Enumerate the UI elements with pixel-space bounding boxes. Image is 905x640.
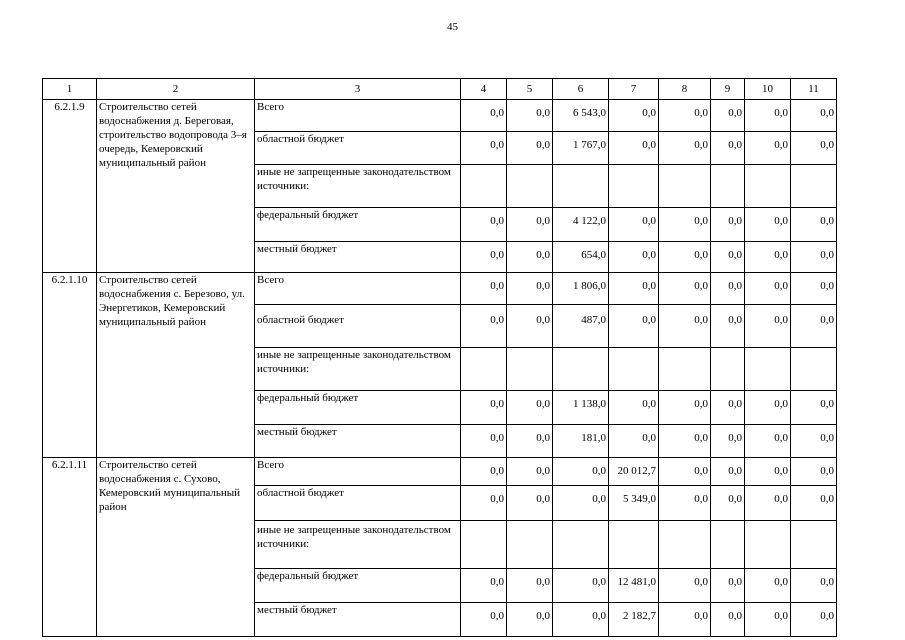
value-cell [507,165,553,208]
value-cell: 0,0 [791,100,837,132]
value-cell: 0,0 [659,305,711,348]
value-cell [553,348,609,391]
value-cell: 654,0 [553,242,609,273]
value-cell: 2 182,7 [609,603,659,637]
value-cell: 0,0 [553,603,609,637]
funding-source: федеральный бюджет [255,569,461,603]
value-cell: 0,0 [711,603,745,637]
value-cell: 0,0 [609,100,659,132]
value-cell: 0,0 [507,273,553,305]
value-cell: 5 349,0 [609,486,659,521]
value-cell: 0,0 [507,391,553,425]
value-cell: 181,0 [553,425,609,458]
value-cell: 0,0 [745,391,791,425]
value-cell: 0,0 [745,569,791,603]
value-cell: 0,0 [659,425,711,458]
value-cell: 0,0 [745,273,791,305]
header-cell: 4 [461,79,507,100]
value-cell: 0,0 [791,391,837,425]
value-cell: 0,0 [711,391,745,425]
value-cell: 0,0 [461,486,507,521]
value-cell: 0,0 [791,486,837,521]
value-cell: 0,0 [461,569,507,603]
value-cell: 0,0 [507,486,553,521]
value-cell: 0,0 [609,132,659,165]
value-cell: 0,0 [507,208,553,242]
funding-source: областной бюджет [255,305,461,348]
value-cell [609,165,659,208]
value-cell: 20 012,7 [609,458,659,486]
value-cell: 1 767,0 [553,132,609,165]
value-cell [745,348,791,391]
funding-source: федеральный бюджет [255,208,461,242]
value-cell: 0,0 [711,208,745,242]
value-cell: 0,0 [507,305,553,348]
value-cell: 0,0 [659,486,711,521]
value-cell: 0,0 [659,208,711,242]
value-cell: 487,0 [553,305,609,348]
funding-source: иные не запрещенные законодательством источники: [255,521,461,569]
value-cell [711,165,745,208]
item-name: Строительство сетей водоснабжения с. Сухово, Кемеровский муниципальный район [97,458,255,637]
value-cell: 0,0 [791,603,837,637]
value-cell [659,521,711,569]
header-cell: 9 [711,79,745,100]
value-cell: 0,0 [659,273,711,305]
value-cell [659,165,711,208]
item-code: 6.2.1.11 [43,458,97,637]
header-cell: 3 [255,79,461,100]
value-cell [711,348,745,391]
value-cell: 0,0 [745,132,791,165]
value-cell: 6 543,0 [553,100,609,132]
value-cell: 0,0 [745,100,791,132]
value-cell: 0,0 [609,305,659,348]
value-cell: 0,0 [553,458,609,486]
value-cell: 0,0 [659,569,711,603]
funding-source: федеральный бюджет [255,391,461,425]
value-cell: 0,0 [791,305,837,348]
value-cell: 0,0 [711,100,745,132]
value-cell: 0,0 [659,603,711,637]
value-cell [609,521,659,569]
item-name: Строительство сетей водоснабжения д. Береговая, строительство водопровода 3–я очередь, Кемеровский муниципальный район [97,100,255,273]
value-cell [461,348,507,391]
item-code: 6.2.1.9 [43,100,97,273]
header-row [43,79,837,100]
value-cell: 0,0 [609,391,659,425]
value-cell: 0,0 [461,208,507,242]
item-name: Строительство сетей водоснабжения с. Березово, ул. Энергетиков, Кемеровский муниципальный район [97,273,255,458]
value-cell [659,348,711,391]
header-cell: 5 [507,79,553,100]
value-cell: 0,0 [711,569,745,603]
funding-source: областной бюджет [255,132,461,165]
value-cell: 0,0 [791,569,837,603]
value-cell: 12 481,0 [609,569,659,603]
value-cell: 0,0 [461,132,507,165]
value-cell [711,521,745,569]
funding-source: местный бюджет [255,242,461,273]
value-cell [791,165,837,208]
value-cell: 0,0 [659,100,711,132]
value-cell: 0,0 [507,132,553,165]
value-cell: 0,0 [609,425,659,458]
value-cell: 0,0 [507,603,553,637]
value-cell: 0,0 [609,208,659,242]
budget-table [42,78,837,637]
value-cell: 0,0 [745,603,791,637]
funding-source: иные не запрещенные законодательством источники: [255,165,461,208]
value-cell [461,165,507,208]
value-cell: 0,0 [745,208,791,242]
value-cell [507,348,553,391]
value-cell: 0,0 [461,242,507,273]
value-cell: 0,0 [745,458,791,486]
header-cell: 2 [97,79,255,100]
value-cell: 0,0 [461,458,507,486]
item-code: 6.2.1.10 [43,273,97,458]
page-number: 45 [447,21,458,33]
header-cell: 7 [609,79,659,100]
value-cell: 0,0 [711,242,745,273]
value-cell: 1 138,0 [553,391,609,425]
value-cell: 0,0 [745,425,791,458]
value-cell: 0,0 [711,132,745,165]
value-cell: 0,0 [711,425,745,458]
value-cell [461,521,507,569]
value-cell: 0,0 [791,132,837,165]
funding-source: областной бюджет [255,486,461,521]
value-cell [791,348,837,391]
table-row [43,100,837,132]
value-cell: 0,0 [507,425,553,458]
value-cell: 0,0 [659,391,711,425]
value-cell [745,165,791,208]
value-cell [553,521,609,569]
value-cell: 0,0 [659,458,711,486]
value-cell [745,521,791,569]
value-cell: 0,0 [711,458,745,486]
value-cell: 0,0 [711,486,745,521]
value-cell: 1 806,0 [553,273,609,305]
header-cell: 6 [553,79,609,100]
value-cell: 0,0 [711,305,745,348]
value-cell [553,165,609,208]
funding-source: иные не запрещенные законодательством источники: [255,348,461,391]
header-cell: 11 [791,79,837,100]
value-cell: 0,0 [461,305,507,348]
value-cell: 0,0 [745,305,791,348]
value-cell: 0,0 [659,242,711,273]
funding-source: местный бюджет [255,425,461,458]
value-cell: 0,0 [659,132,711,165]
value-cell [609,348,659,391]
value-cell: 0,0 [553,569,609,603]
value-cell: 0,0 [507,458,553,486]
value-cell: 0,0 [791,273,837,305]
funding-source: Всего [255,273,461,305]
value-cell: 0,0 [507,569,553,603]
value-cell: 0,0 [507,242,553,273]
header-cell: 1 [43,79,97,100]
value-cell: 0,0 [461,425,507,458]
header-cell: 8 [659,79,711,100]
table-row [43,458,837,486]
value-cell: 0,0 [507,100,553,132]
value-cell: 4 122,0 [553,208,609,242]
value-cell: 0,0 [461,273,507,305]
value-cell: 0,0 [553,486,609,521]
value-cell: 0,0 [711,273,745,305]
funding-source: местный бюджет [255,603,461,637]
value-cell: 0,0 [461,391,507,425]
funding-source: Всего [255,100,461,132]
value-cell: 0,0 [461,603,507,637]
value-cell: 0,0 [791,458,837,486]
value-cell: 0,0 [461,100,507,132]
value-cell: 0,0 [791,242,837,273]
value-cell: 0,0 [791,425,837,458]
value-cell: 0,0 [609,242,659,273]
value-cell: 0,0 [609,273,659,305]
value-cell: 0,0 [745,486,791,521]
value-cell: 0,0 [745,242,791,273]
value-cell [507,521,553,569]
value-cell [791,521,837,569]
table-row [43,273,837,305]
header-cell: 10 [745,79,791,100]
funding-source: Всего [255,458,461,486]
value-cell: 0,0 [791,208,837,242]
